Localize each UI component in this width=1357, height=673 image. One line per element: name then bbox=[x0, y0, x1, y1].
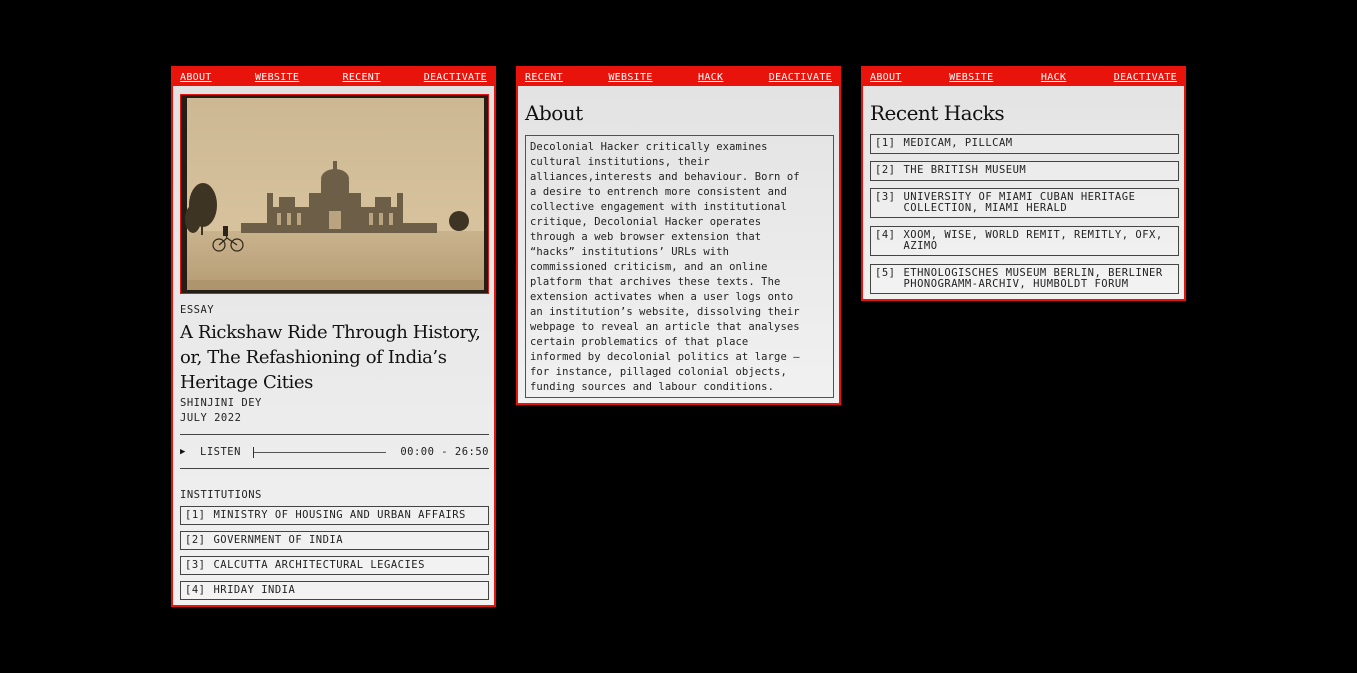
listen-label[interactable]: LISTEN bbox=[200, 446, 241, 458]
essay-panel bbox=[171, 66, 496, 607]
hack-title bbox=[903, 165, 1026, 177]
about-line: critique, Decolonial Hacker operates bbox=[530, 216, 762, 228]
nav-website-link[interactable]: WEBSITE bbox=[254, 71, 300, 83]
institution-number: [4] bbox=[185, 584, 206, 596]
about-line: certain problematics of that place bbox=[530, 336, 749, 348]
about-line: an institution’s website, dissolving their bbox=[530, 306, 800, 318]
nav-recent-link[interactable]: RECENT bbox=[525, 71, 563, 83]
nav-hack-link[interactable]: HACK bbox=[698, 71, 724, 83]
about-line: Decolonial Hacker critically examines bbox=[530, 141, 768, 153]
hack-title bbox=[903, 192, 1135, 214]
about-line: collective engagement with institutional bbox=[530, 201, 787, 213]
institution-number: [2] bbox=[185, 534, 206, 546]
about-line: webpage to reveal an article that analyses bbox=[530, 321, 800, 333]
about-text bbox=[525, 135, 834, 398]
divider bbox=[180, 468, 489, 469]
institution-name: MINISTRY OF HOUSING AND URBAN AFFAIRS bbox=[213, 509, 466, 521]
nav-website-link[interactable]: WEBSITE bbox=[949, 71, 994, 83]
audio-progress-slider[interactable] bbox=[253, 446, 386, 458]
hack-item[interactable] bbox=[870, 226, 1179, 256]
institution-item[interactable] bbox=[180, 506, 489, 525]
about-line: funding sources and labour conditions. bbox=[530, 381, 775, 393]
about-line: “hacks” institutions’ URLs with bbox=[530, 246, 730, 258]
hack-number: [1] bbox=[875, 137, 896, 149]
divider bbox=[180, 434, 489, 435]
nav-about-link[interactable]: ABOUT bbox=[180, 71, 212, 83]
institution-name: GOVERNMENT OF INDIA bbox=[213, 534, 344, 546]
recent-hacks-heading: Recent Hacks bbox=[870, 101, 1005, 125]
audio-player bbox=[180, 444, 489, 460]
audio-time: 00:00 - 26:50 bbox=[400, 446, 489, 458]
about-panel bbox=[516, 66, 841, 405]
about-line: platform that archives these texts. The bbox=[530, 276, 781, 288]
institution-item[interactable] bbox=[180, 581, 489, 600]
hack-number: [2] bbox=[875, 164, 896, 176]
hack-title-line: ETHNOLOGISCHES MUSEUM BERLIN, BERLINER bbox=[903, 267, 1163, 279]
hack-title-line: MEDICAM, PILLCAM bbox=[903, 137, 1013, 149]
progress-track bbox=[253, 452, 386, 453]
recent-hacks-panel bbox=[861, 66, 1186, 301]
about-line: informed by decolonial politics at large – bbox=[530, 351, 800, 363]
hack-item[interactable] bbox=[870, 161, 1179, 181]
nav-deactivate-link[interactable]: DEACTIVATE bbox=[768, 71, 832, 83]
institutions-label: INSTITUTIONS bbox=[180, 489, 262, 501]
about-heading: About bbox=[525, 101, 583, 125]
essay-photo bbox=[180, 94, 489, 294]
about-nav bbox=[518, 68, 839, 86]
hack-item[interactable] bbox=[870, 188, 1179, 218]
hack-item[interactable] bbox=[870, 134, 1179, 154]
institution-number: [1] bbox=[185, 509, 206, 521]
about-line: extension activates when a user logs onto bbox=[530, 291, 794, 303]
about-line: cultural institutions, their bbox=[530, 156, 710, 168]
institution-item[interactable] bbox=[180, 556, 489, 575]
nav-website-link[interactable]: WEBSITE bbox=[608, 71, 653, 83]
about-line: through a web browser extension that bbox=[530, 231, 762, 243]
hack-title bbox=[903, 230, 1162, 252]
hack-title-line: COLLECTION, MIAMI HERALD bbox=[903, 202, 1068, 214]
hack-title bbox=[903, 268, 1162, 290]
essay-author: SHINJINI DEY bbox=[180, 397, 262, 409]
hack-title-line: UNIVERSITY OF MIAMI CUBAN HERITAGE bbox=[903, 191, 1136, 203]
essay-title[interactable]: A Rickshaw Ride Through History, or, The Refashioning of India’s Heritage Cities bbox=[180, 322, 481, 393]
institution-name: HRIDAY INDIA bbox=[213, 584, 296, 596]
nav-hack-link[interactable]: HACK bbox=[1040, 71, 1067, 83]
progress-handle[interactable] bbox=[253, 447, 254, 458]
essay-nav bbox=[173, 68, 494, 86]
essay-date: JULY 2022 bbox=[180, 412, 242, 424]
about-line: a desire to entrench more consistent and bbox=[530, 186, 787, 198]
institution-name: CALCUTTA ARCHITECTURAL LEGACIES bbox=[213, 559, 425, 571]
about-line: for instance, pillaged colonial objects, bbox=[530, 366, 787, 378]
nav-deactivate-link[interactable]: DEACTIVATE bbox=[423, 71, 487, 83]
institution-item[interactable] bbox=[180, 531, 489, 550]
nav-deactivate-link[interactable]: DEACTIVATE bbox=[1113, 71, 1177, 83]
institution-number: [3] bbox=[185, 559, 206, 571]
essay-category: ESSAY bbox=[180, 304, 215, 316]
hack-title-line: XOOM, WISE, WORLD REMIT, REMITLY, OFX, bbox=[903, 229, 1163, 241]
hack-number: [3] bbox=[875, 191, 896, 203]
hack-title-line: THE BRITISH MUSEUM bbox=[903, 164, 1027, 176]
hack-title-line: PHONOGRAMM-ARCHIV, HUMBOLDT FORUM bbox=[903, 278, 1129, 290]
hack-number: [5] bbox=[875, 267, 896, 279]
recent-nav bbox=[863, 68, 1184, 86]
hack-title bbox=[903, 138, 1012, 150]
about-line: commissioned criticism, and an online bbox=[530, 261, 768, 273]
hack-item[interactable] bbox=[870, 264, 1179, 294]
nav-recent-link[interactable]: RECENT bbox=[342, 71, 381, 83]
hack-number: [4] bbox=[875, 229, 896, 241]
play-icon[interactable]: ▶ bbox=[180, 447, 186, 457]
nav-about-link[interactable]: ABOUT bbox=[870, 71, 902, 83]
hack-title-line: AZIMO bbox=[903, 240, 938, 252]
about-line: alliances,interests and behaviour. Born of bbox=[530, 171, 800, 183]
